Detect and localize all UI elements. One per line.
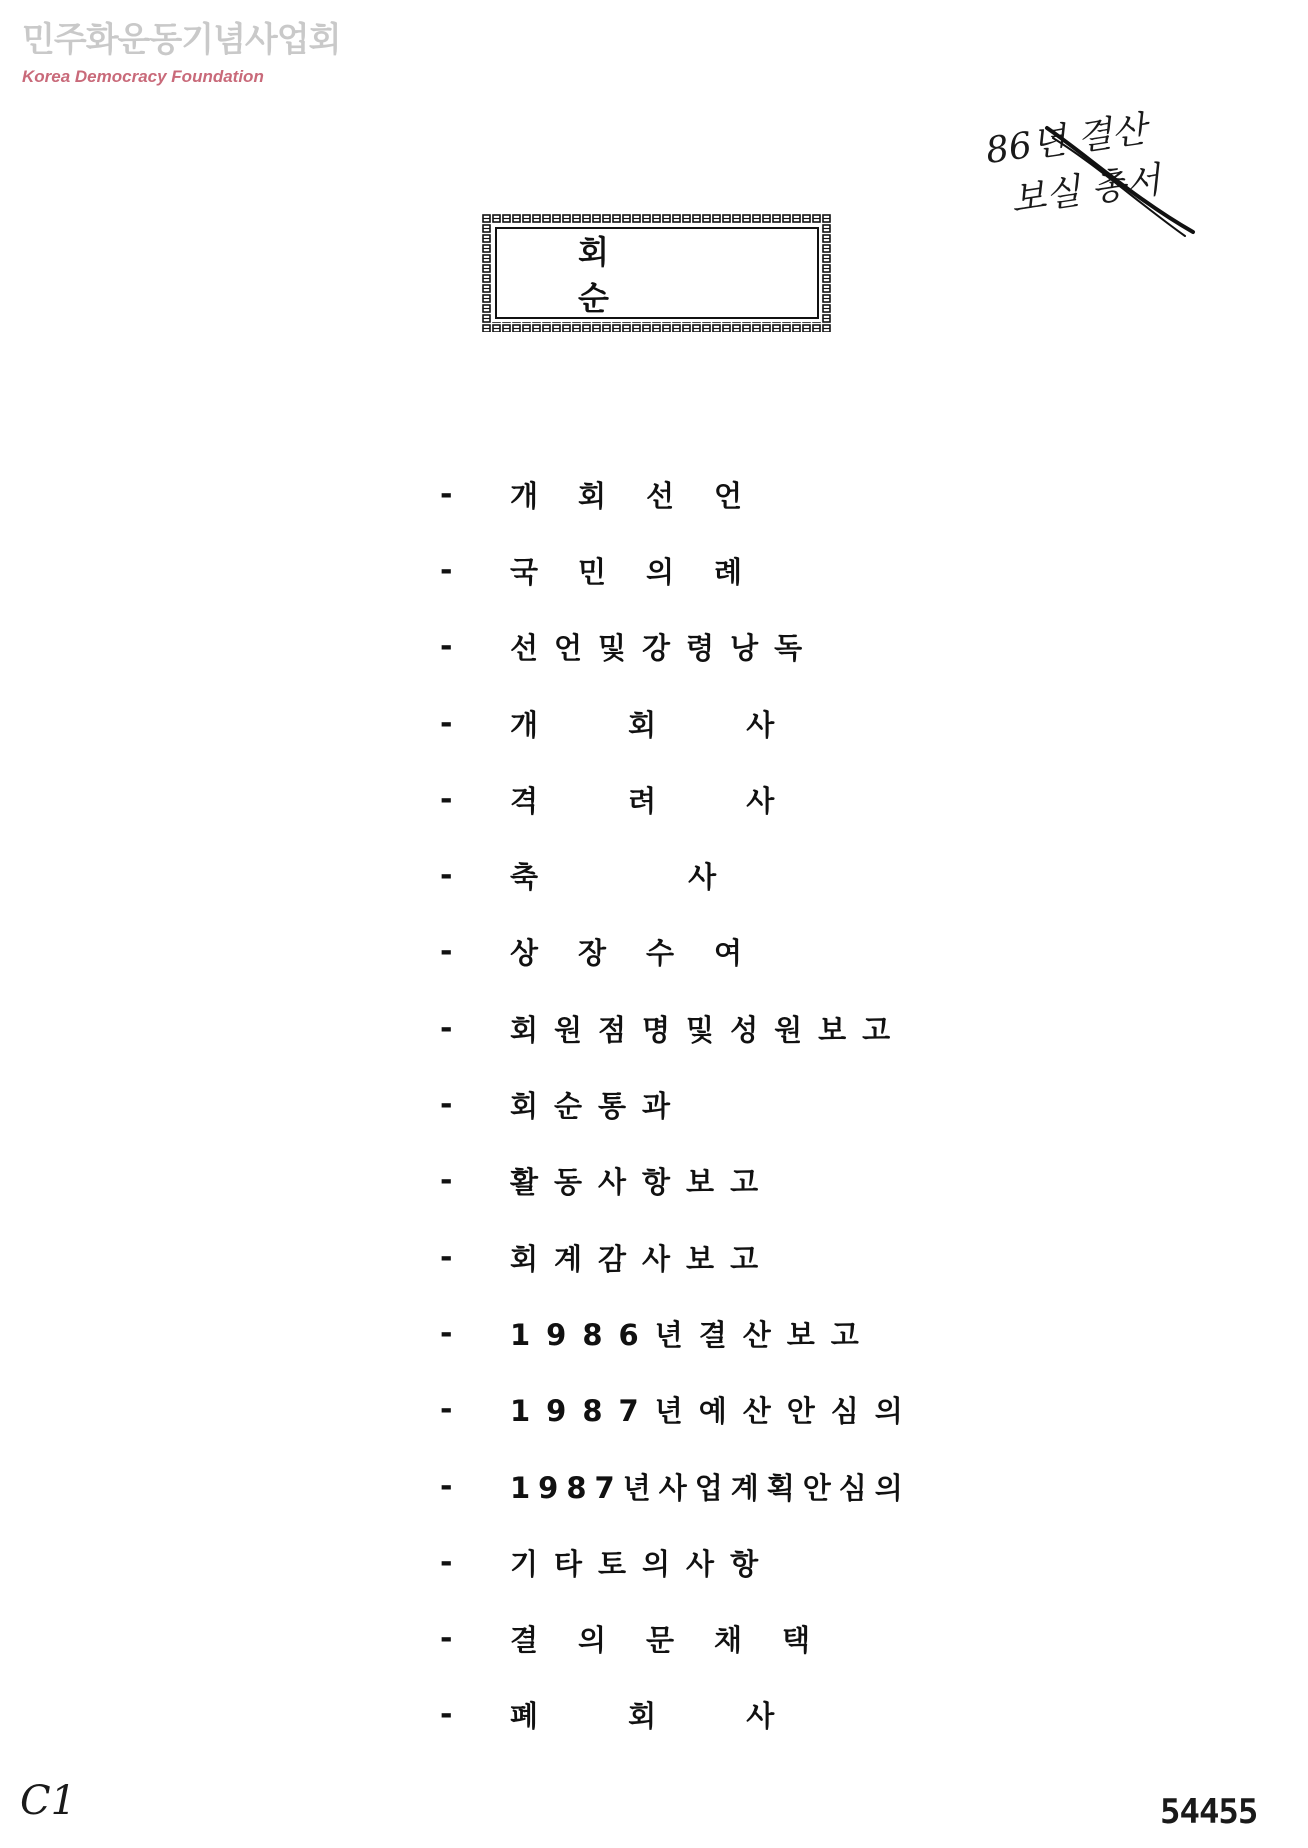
agenda-item-text: 폐 회 사: [510, 1699, 815, 1734]
handwritten-note-line2: 보실 총서: [1008, 159, 1164, 222]
agenda-dash: -: [440, 1315, 453, 1351]
agenda-list: [440, 456, 1000, 1753]
agenda-item: [440, 837, 1000, 913]
agenda-dash: -: [440, 934, 453, 970]
agenda-item: [440, 1219, 1000, 1295]
agenda-item: [440, 609, 1000, 685]
agenda-dash: -: [440, 1239, 453, 1275]
agenda-item-text: 국민의례: [510, 554, 783, 589]
agenda-item-text: 1987년사업계획안심의: [510, 1470, 911, 1505]
agenda-dash: -: [440, 552, 453, 588]
agenda-dash: -: [440, 1392, 453, 1428]
agenda-item: [440, 1600, 1000, 1676]
agenda-dash: -: [440, 1621, 453, 1657]
agenda-item-text: 선언및강령낭독: [510, 631, 819, 666]
agenda-item: [440, 914, 1000, 990]
agenda-dash: -: [440, 629, 453, 665]
corner-mark: C1: [20, 1778, 77, 1824]
agenda-item-text: 1986년결산보고: [510, 1317, 875, 1352]
agenda-dash: -: [440, 1697, 453, 1733]
agenda-dash: -: [440, 1087, 453, 1123]
page-title: 회 순: [578, 233, 705, 317]
agenda-dash: -: [440, 1163, 453, 1199]
agenda-item-text: 상장수여: [510, 936, 783, 971]
agenda-item-text: 회순통과: [510, 1089, 687, 1124]
agenda-item: [440, 1143, 1000, 1219]
agenda-item: [440, 761, 1000, 837]
agenda-dash: -: [440, 781, 453, 817]
page-number: 54455: [1160, 1792, 1258, 1832]
agenda-item-text: 개 회 사: [510, 707, 815, 742]
agenda-item-text: 1987년예산안심의: [510, 1394, 919, 1429]
agenda-item-text: 결의문채택: [510, 1623, 851, 1658]
agenda-item: [440, 1295, 1000, 1371]
watermark-org-korean: 민주화운동기념사업회: [22, 20, 341, 60]
title-box: [482, 214, 832, 332]
agenda-dash: -: [440, 858, 453, 894]
agenda-item: [440, 1677, 1000, 1753]
agenda-dash: -: [440, 1468, 453, 1504]
agenda-dash: -: [440, 1544, 453, 1580]
agenda-item-text: 회원점명및성원보고: [510, 1012, 907, 1047]
agenda-item: [440, 532, 1000, 608]
agenda-item-text: 개회선언: [510, 478, 783, 513]
agenda-item-text: 축 사: [510, 860, 787, 895]
watermark-org-english: Korea Democracy Foundation: [22, 67, 264, 86]
agenda-item: [440, 990, 1000, 1066]
handwritten-note: [983, 108, 1215, 232]
agenda-item-text: 회계감사보고: [510, 1241, 775, 1276]
agenda-item: [440, 456, 1000, 532]
agenda-item-text: 기타토의사항: [510, 1546, 775, 1581]
agenda-item-text: 활동사항보고: [510, 1165, 775, 1200]
agenda-dash: -: [440, 705, 453, 741]
agenda-dash: -: [440, 1010, 453, 1046]
strike-through-mark: [1045, 124, 1195, 244]
archive-watermark: [22, 18, 341, 88]
agenda-item-text: 격 려 사: [510, 783, 815, 818]
agenda-item: [440, 1448, 1000, 1524]
agenda-item: [440, 1066, 1000, 1142]
agenda-dash: -: [440, 476, 453, 512]
handwritten-note-line1: 86년 결산: [983, 108, 1150, 173]
agenda-item: [440, 1524, 1000, 1600]
agenda-item: [440, 685, 1000, 761]
agenda-item: [440, 1372, 1000, 1448]
